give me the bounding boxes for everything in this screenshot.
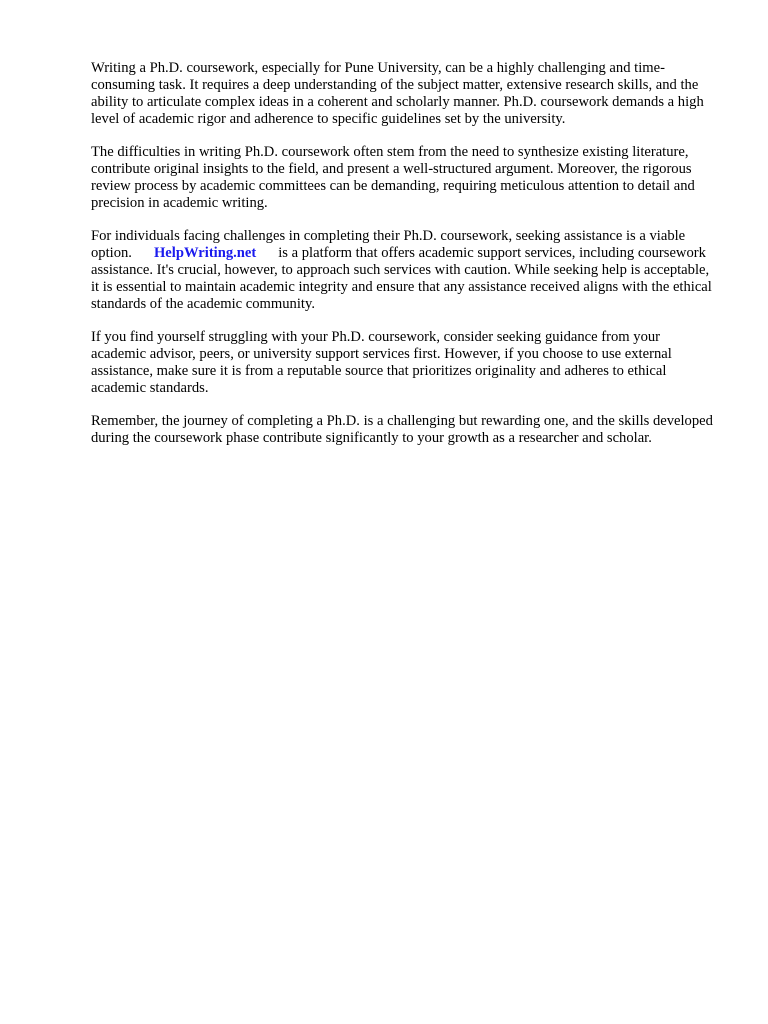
paragraph-conclusion: Remember, the journey of completing a Ph.D. is a challenging but rewarding one, and the skills developed during the coursework phase contribute significantly to your growth as a researcher and scholar. (91, 413, 713, 446)
paragraph-assistance-lead: For individuals facing challenges in completing their Ph.D. coursework, seeking assistance is a viable option. (91, 228, 686, 261)
paragraph-intro: Writing a Ph.D. coursework, especially for Pune University, can be a highly challenging and time-consuming task. It requires a deep understanding of the subject matter, extensive research skills, and the ability to articulate complex ideas in a coherent and scholarly manner. Ph.D. coursework demands a high level of academic rigor and adherence to specific guidelines set by the university. (91, 60, 704, 127)
paragraph-assistance-rest: is a platform that offers academic support services, including coursework assistance. It's crucial, however, to approach such services with caution. While seeking help is acceptable, it is essential to maintain academic integrity and ensure that any assistance received aligns with the ethical standards of the academic community. (91, 245, 712, 312)
paragraph-difficulties: The difficulties in writing Ph.D. coursework often stem from the need to synthesize existing literature, contribute original insights to the field, and present a well-structured argument. Moreover, the rigorous review process by academic committees can be demanding, requiring meticulous attention to detail and precision in academic writing. (91, 144, 695, 211)
document-body (91, 60, 717, 463)
helpwriting-link[interactable]: HelpWriting.net (153, 245, 257, 261)
paragraph-assistance (91, 228, 717, 313)
paragraph-guidance: If you find yourself struggling with your Ph.D. coursework, consider seeking guidance from your academic advisor, peers, or university support services first. However, if you choose to use external assistance, make sure it is from a reputable source that prioritizes originality and adheres to ethical academic standards. (91, 329, 672, 396)
